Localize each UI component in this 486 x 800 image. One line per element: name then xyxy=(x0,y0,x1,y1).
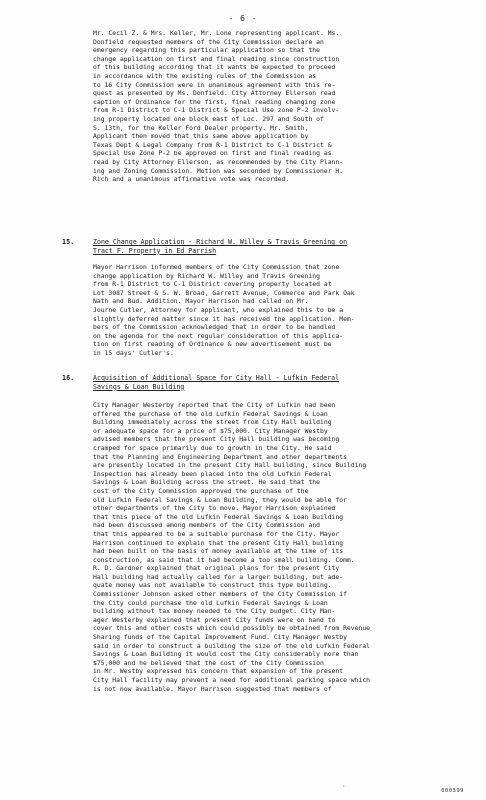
item-heading-15-line2: Tract F. Property in Ed Parrish xyxy=(93,246,217,255)
item-number-16: 16. xyxy=(62,374,75,382)
item-body-15: Mayor Harrison informed members of the City Commission that zone change application by Richard W. Willey and Travis Greening from R-1 District to C-1 District covering property located at Lot 3087 Street & S. W. Broad, Garrett Avenue, Commerce and Park Oak Nath and Bud. Addition. Mayor Harrison had called on Mr. Journe Cutler, Attorney for applicant, who explained this to be a slightly deferred matter since it has received the application. Mem- bers of the Commission acknowledged that in order to be handled on the agenda for the next regular consideration of this applica- tion on first reading of Ordinance & new advertisement must be in 15 days' Cutler's. xyxy=(93,263,355,357)
item-number-15: 15. xyxy=(62,238,75,246)
footer-dot: · xyxy=(342,783,346,790)
item-heading-16-line1: Acquisition of Additional Space for City Hall - Lufkin Federal xyxy=(93,374,340,382)
footer-mark: 000399 xyxy=(441,788,464,794)
page-number: - 6 - xyxy=(228,14,258,23)
item-heading-15-line1: Zone Change Application - Richard W. Willey & Travis Greening on xyxy=(93,238,348,246)
item-heading-16-line2: Savings & Loan Building xyxy=(93,382,185,391)
item-body-16: City Manager Westerby reported that the City of Lufkin had been offered the purchase of the old Lufkin Federal Savings & Loan Building immediately across the street from City Hall building or adequate space for a price of $75,000. City Manager Westby advised members that the present City Hall building was becoming cramped for space primarily due to growth in the City. He said that the Planning and Engineering Department and other departments are presently located in the present City Hall building, since Building Inspection has already been placed into the old Lufkin Federal Savings & Loan Building across the street. He said that the cost of the City Commission approved the purchase of the old Lufkin Federal Savings & Loan Building, they would be able for other departments of the City to move. Mayor Harrison explained that this piece of the old Lufkin Federal Savings & Loan Building had been discussed among members of the City Commission and that this appeared to be a suitable purchase for the City. Mayor Harrison continued to explain that the present City Hall building had been built on the basis of money available at the time of its construction, as said that it had become a too small building. Comm. R. D. Gardner explained that original plans for the present City Hall building had actually called for a larger building, but ade- quate money was not available to construct this type building. Commissioner Johnson asked other members of the City Commission if the City could purchase the old Lufkin Federal Savings & Loan building without tax money needed to the City budget. City Man- ager Westerby explained that present City funds were on hand to cover this and other costs which could possibly be obtained from Revenue Sharing funds of the Capital Improvement Fund. City Manager Westby said in order to construct a building the size of the old Lufkin Federal Savings & Loan Building it would cost the City considerably more than $75,000 and he believed that the cost of the City Commission in Mr. Westby expressed his concern that expansion of the present City Hall facility may prevent a need for additional parking space which is not now available. Mayor Harrison suggested that members of xyxy=(93,401,371,693)
item-heading-15 xyxy=(93,238,429,255)
item-heading-16 xyxy=(93,374,429,391)
paragraph-continued: Mr. Cecil Z. & Mrs. Keller, Mr. Lone representing applicant. Ms. Donfield requested members of the City Commission declare an emergency regarding this particular application so that the change application on first and final reading since construction of this building according that it wants be expected to proceed in accordance with the existing rules of the Commission as to 16 City Commission were in unanimous agreement with this re- quest as presented by Ms. Donfield. City Attorney Ellerson read caption of Ordinance for the first, final reading changing zone from R-1 District to C-1 District & Special Use zone P-2 involv- ing property located one block east of Loc. 297 and South of S. 13th, for the Keller Ford Dealer property. Mr. Smith, Applicant then moved that this same above application by Texas Dept & Legal Company from R-1 District to C-1 District & Special Use Zone P-2 be approved on first and final reading as read by City Attorney Ellerson, as recommended by the City Plann- ing and Zoning Commission. Motion was seconded by Commissioner H. Rich and a unanimous affirmative vote was recorded. xyxy=(93,29,344,184)
